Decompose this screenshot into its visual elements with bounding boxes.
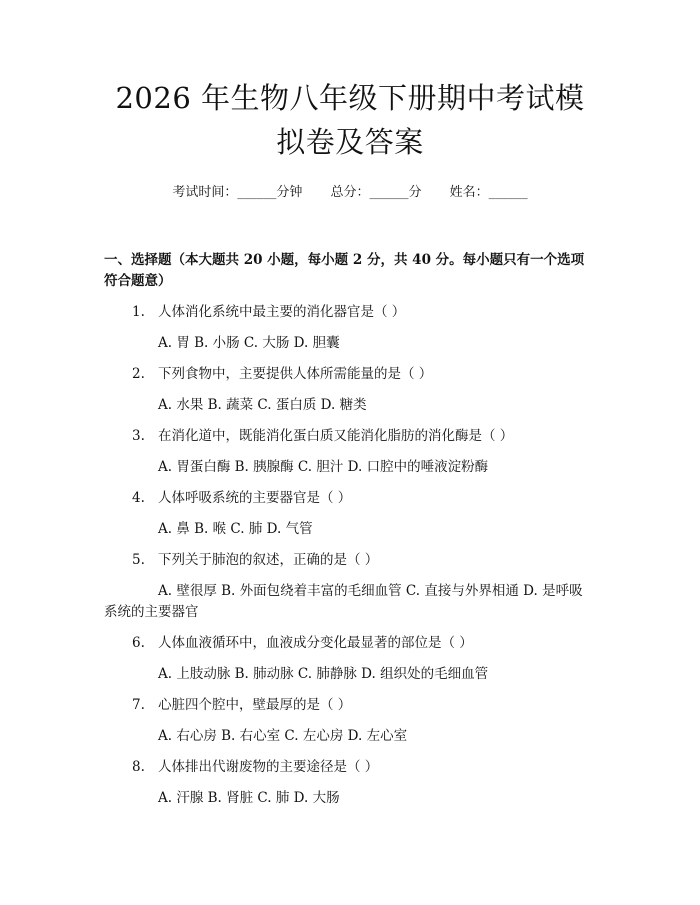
question-text: 心脏四个腔中，壁最厚的是（ ） [158,697,352,713]
question-3 [132,426,596,447]
question-3-options: A. 胃蛋白酶 B. 胰腺酶 C. 胆汁 D. 口腔中的唾液淀粉酶 [158,459,489,475]
question-4-options: A. 鼻 B. 喉 C. 肺 D. 气管 [158,521,313,537]
question-number: 5. [132,552,145,568]
question-number: 8. [132,759,145,775]
question-7 [132,695,596,716]
total-score-field: 总分：______分 [330,185,422,200]
question-number: 1. [132,304,145,320]
exam-info-line [104,184,596,202]
question-5 [132,550,596,571]
question-number: 7. [132,697,145,713]
question-4 [132,488,596,509]
question-number: 4. [132,490,145,506]
question-number: 6. [132,635,145,651]
question-5-options: A. 壁很厚 B. 外面包绕着丰富的毛细血管 C. 直接与外界相通 D. 是呼吸系统的主要器官 [104,583,583,620]
question-1 [132,302,596,323]
question-1-options: A. 胃 B. 小肠 C. 大肠 D. 胆囊 [158,335,340,351]
question-6-options: A. 上肢动脉 B. 肺动脉 C. 肺静脉 D. 组织处的毛细血管 [158,666,489,682]
question-text: 在消化道中，既能消化蛋白质又能消化脂肪的消化酶是（ ） [158,428,514,444]
question-7-options: A. 右心房 B. 右心室 C. 左心房 D. 左心室 [158,728,408,744]
question-2 [132,364,596,385]
section-header-multiple-choice: 一、选择题（本大题共 20 小题，每小题 2 分，共 40 分。每小题只有一个选项符合题意） [104,252,585,289]
question-2-options: A. 水果 B. 蔬菜 C. 蛋白质 D. 糖类 [158,397,367,413]
question-8 [132,757,596,778]
question-text: 下列食物中，主要提供人体所需能量的是（ ） [158,366,433,382]
exam-time-field: 考试时间：______分钟 [172,185,303,200]
question-6 [132,633,596,654]
question-text: 下列关于肺泡的叙述，正确的是（ ） [158,552,379,568]
question-number: 2. [132,366,145,382]
question-text: 人体消化系统中最主要的消化器官是（ ） [158,304,406,320]
document-title: 2026 年生物八年级下册期中考试模拟卷及答案 [115,81,585,159]
question-text: 人体排出代谢废物的主要途径是（ ） [158,759,379,775]
question-text: 人体血液循环中，血液成分变化最显著的部位是（ ） [158,635,473,651]
question-text: 人体呼吸系统的主要器官是（ ） [158,490,352,506]
question-number: 3. [132,428,145,444]
question-8-options: A. 汗腺 B. 肾脏 C. 肺 D. 大肠 [158,790,340,806]
student-name-field: 姓名：______ [449,185,528,200]
